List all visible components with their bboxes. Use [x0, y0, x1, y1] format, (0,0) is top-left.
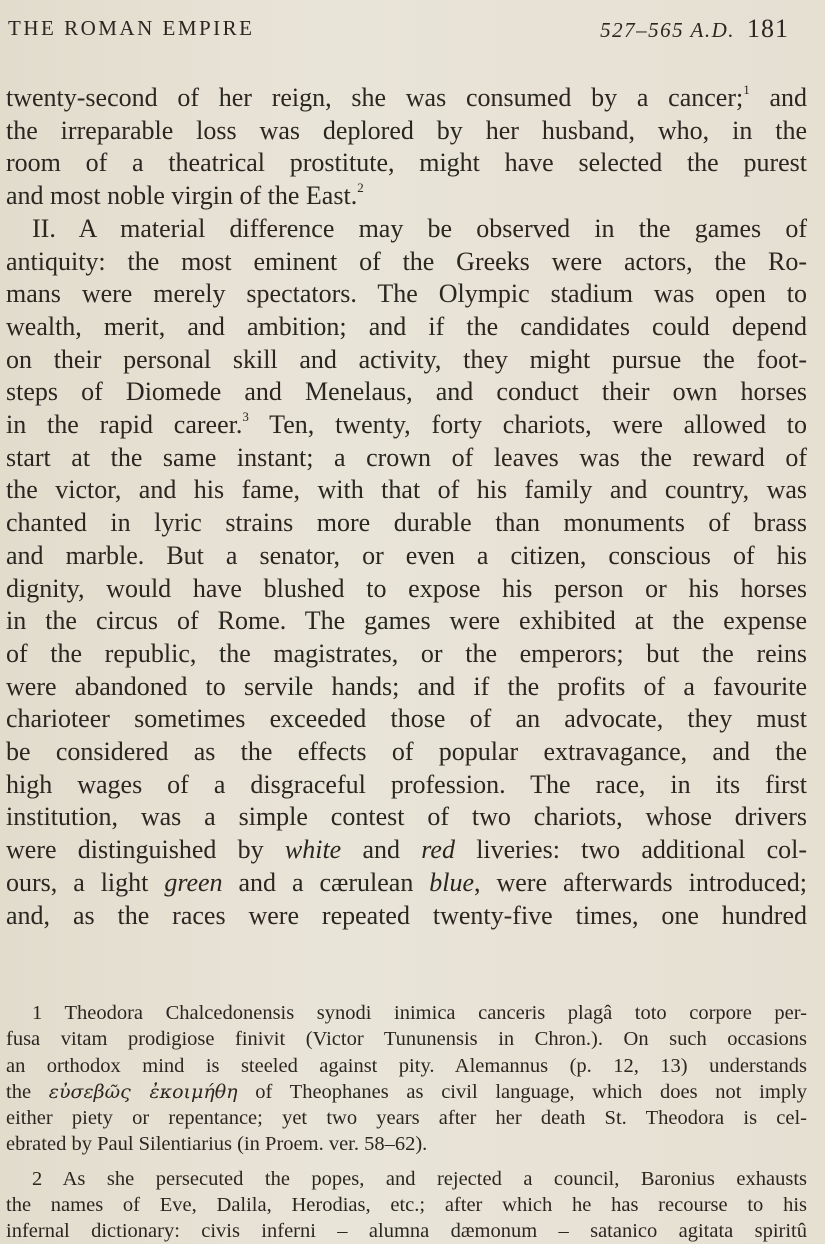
text-line: of the republic, the magistrates, or the emperors; but the reins: [6, 638, 807, 671]
footnote-2: [6, 1166, 807, 1244]
footnotes: [6, 1000, 807, 1244]
footnote-ref-3: 3: [242, 409, 249, 424]
running-head-dates: 527–565 A.D.: [600, 18, 735, 43]
page-number: 181: [747, 14, 789, 44]
text-line: in the rapid career.$^3$ Ten, twenty, forty chariots, were allowed to: [6, 409, 807, 442]
footnote-line: infernal dictionary: civis inferni – alumna dæmonum – satanico agitata spiritû: [6, 1218, 807, 1244]
footnote-line: an orthodox mind is steeled against pity. Alemannus (p. 12, 13) understands: [6, 1053, 807, 1079]
text-line: steps of Diomede and Menelaus, and conduct their own horses: [6, 376, 807, 409]
text-line: be considered as the effects of popular extravagance, and the: [6, 736, 807, 769]
text-line: in the circus of Rome. The games were exhibited at the expense: [6, 605, 807, 638]
text-line: were abandoned to servile hands; and if the profits of a favourite: [6, 671, 807, 704]
footnote-line: ebrated by Paul Silentiarius (in Proem. ver. 58–62).: [6, 1131, 807, 1157]
text-line: and, as the races were repeated twenty-five times, one hundred: [6, 900, 807, 933]
text-line: antiquity: the most eminent of the Greeks were actors, the Ro-: [6, 246, 807, 279]
italic-red: red: [421, 835, 455, 864]
text-line: on their personal skill and activity, they might pursue the foot-: [6, 344, 807, 377]
main-text: [6, 82, 807, 932]
text-line: high wages of a disgraceful profession. The race, in its first: [6, 769, 807, 802]
running-head: [6, 10, 807, 50]
footnote-line: 2 As she persecuted the popes, and rejected a council, Baronius exhausts: [6, 1166, 807, 1192]
text-line: dignity, would have blushed to expose his person or his horses: [6, 573, 807, 606]
text-line: start at the same instant; a crown of leaves was the reward of: [6, 442, 807, 475]
text-line: chanted in lyric strains more durable than monuments of brass: [6, 507, 807, 540]
footnote-ref-1: 1: [743, 82, 750, 97]
running-head-title: THE ROMAN EMPIRE: [8, 16, 255, 41]
text-line: institution, was a simple contest of two chariots, whose drivers: [6, 801, 807, 834]
text-line: room of a theatrical prostitute, might have selected the purest: [6, 147, 807, 180]
italic-green: green: [164, 868, 222, 897]
footnote-line: either piety or repentance; yet two years after her death St. Theodora is cel-: [6, 1105, 807, 1131]
text-line: charioteer sometimes exceeded those of an advocate, they must: [6, 703, 807, 736]
text-line: mans were merely spectators. The Olympic stadium was open to: [6, 278, 807, 311]
text-line: and marble. But a senator, or even a citizen, conscious of his: [6, 540, 807, 573]
text-line: and most noble virgin of the East.$^2$: [6, 180, 807, 213]
footnote-line: the names of Eve, Dalila, Herodias, etc.; after which he has recourse to his: [6, 1192, 807, 1218]
text-line: twenty-second of her reign, she was consumed by a cancer;$^1$ and: [6, 82, 807, 115]
footnote-line: the εὐσεβῶς ἐκοιμήθη of Theophanes as civil language, which does not imply: [6, 1079, 807, 1105]
text-line: the irreparable loss was deplored by her husband, who, in the: [6, 115, 807, 148]
italic-blue: blue: [429, 868, 474, 897]
text-line: ours, a light green and a cærulean blue, were afterwards introduced;: [6, 867, 807, 900]
footnote-ref-2: 2: [357, 180, 364, 195]
text-line: were distinguished by white and red liveries: two additional col-: [6, 834, 807, 867]
footnote-line: fusa vitam prodigiose finivit (Victor Tununensis in Chron.). On such occasions: [6, 1026, 807, 1052]
italic-white: white: [285, 835, 341, 864]
text-line: wealth, merit, and ambition; and if the candidates could depend: [6, 311, 807, 344]
greek-phrase: εὐσεβῶς ἐκοιμήθη: [49, 1081, 238, 1103]
footnote-line: 1 Theodora Chalcedonensis synodi inimica canceris plagâ toto corpore per-: [6, 1000, 807, 1026]
paragraph-start: II. A material difference may be observed in the games of: [6, 213, 807, 246]
text-line: the victor, and his fame, with that of his family and country, was: [6, 474, 807, 507]
footnote-1: [6, 1000, 807, 1157]
